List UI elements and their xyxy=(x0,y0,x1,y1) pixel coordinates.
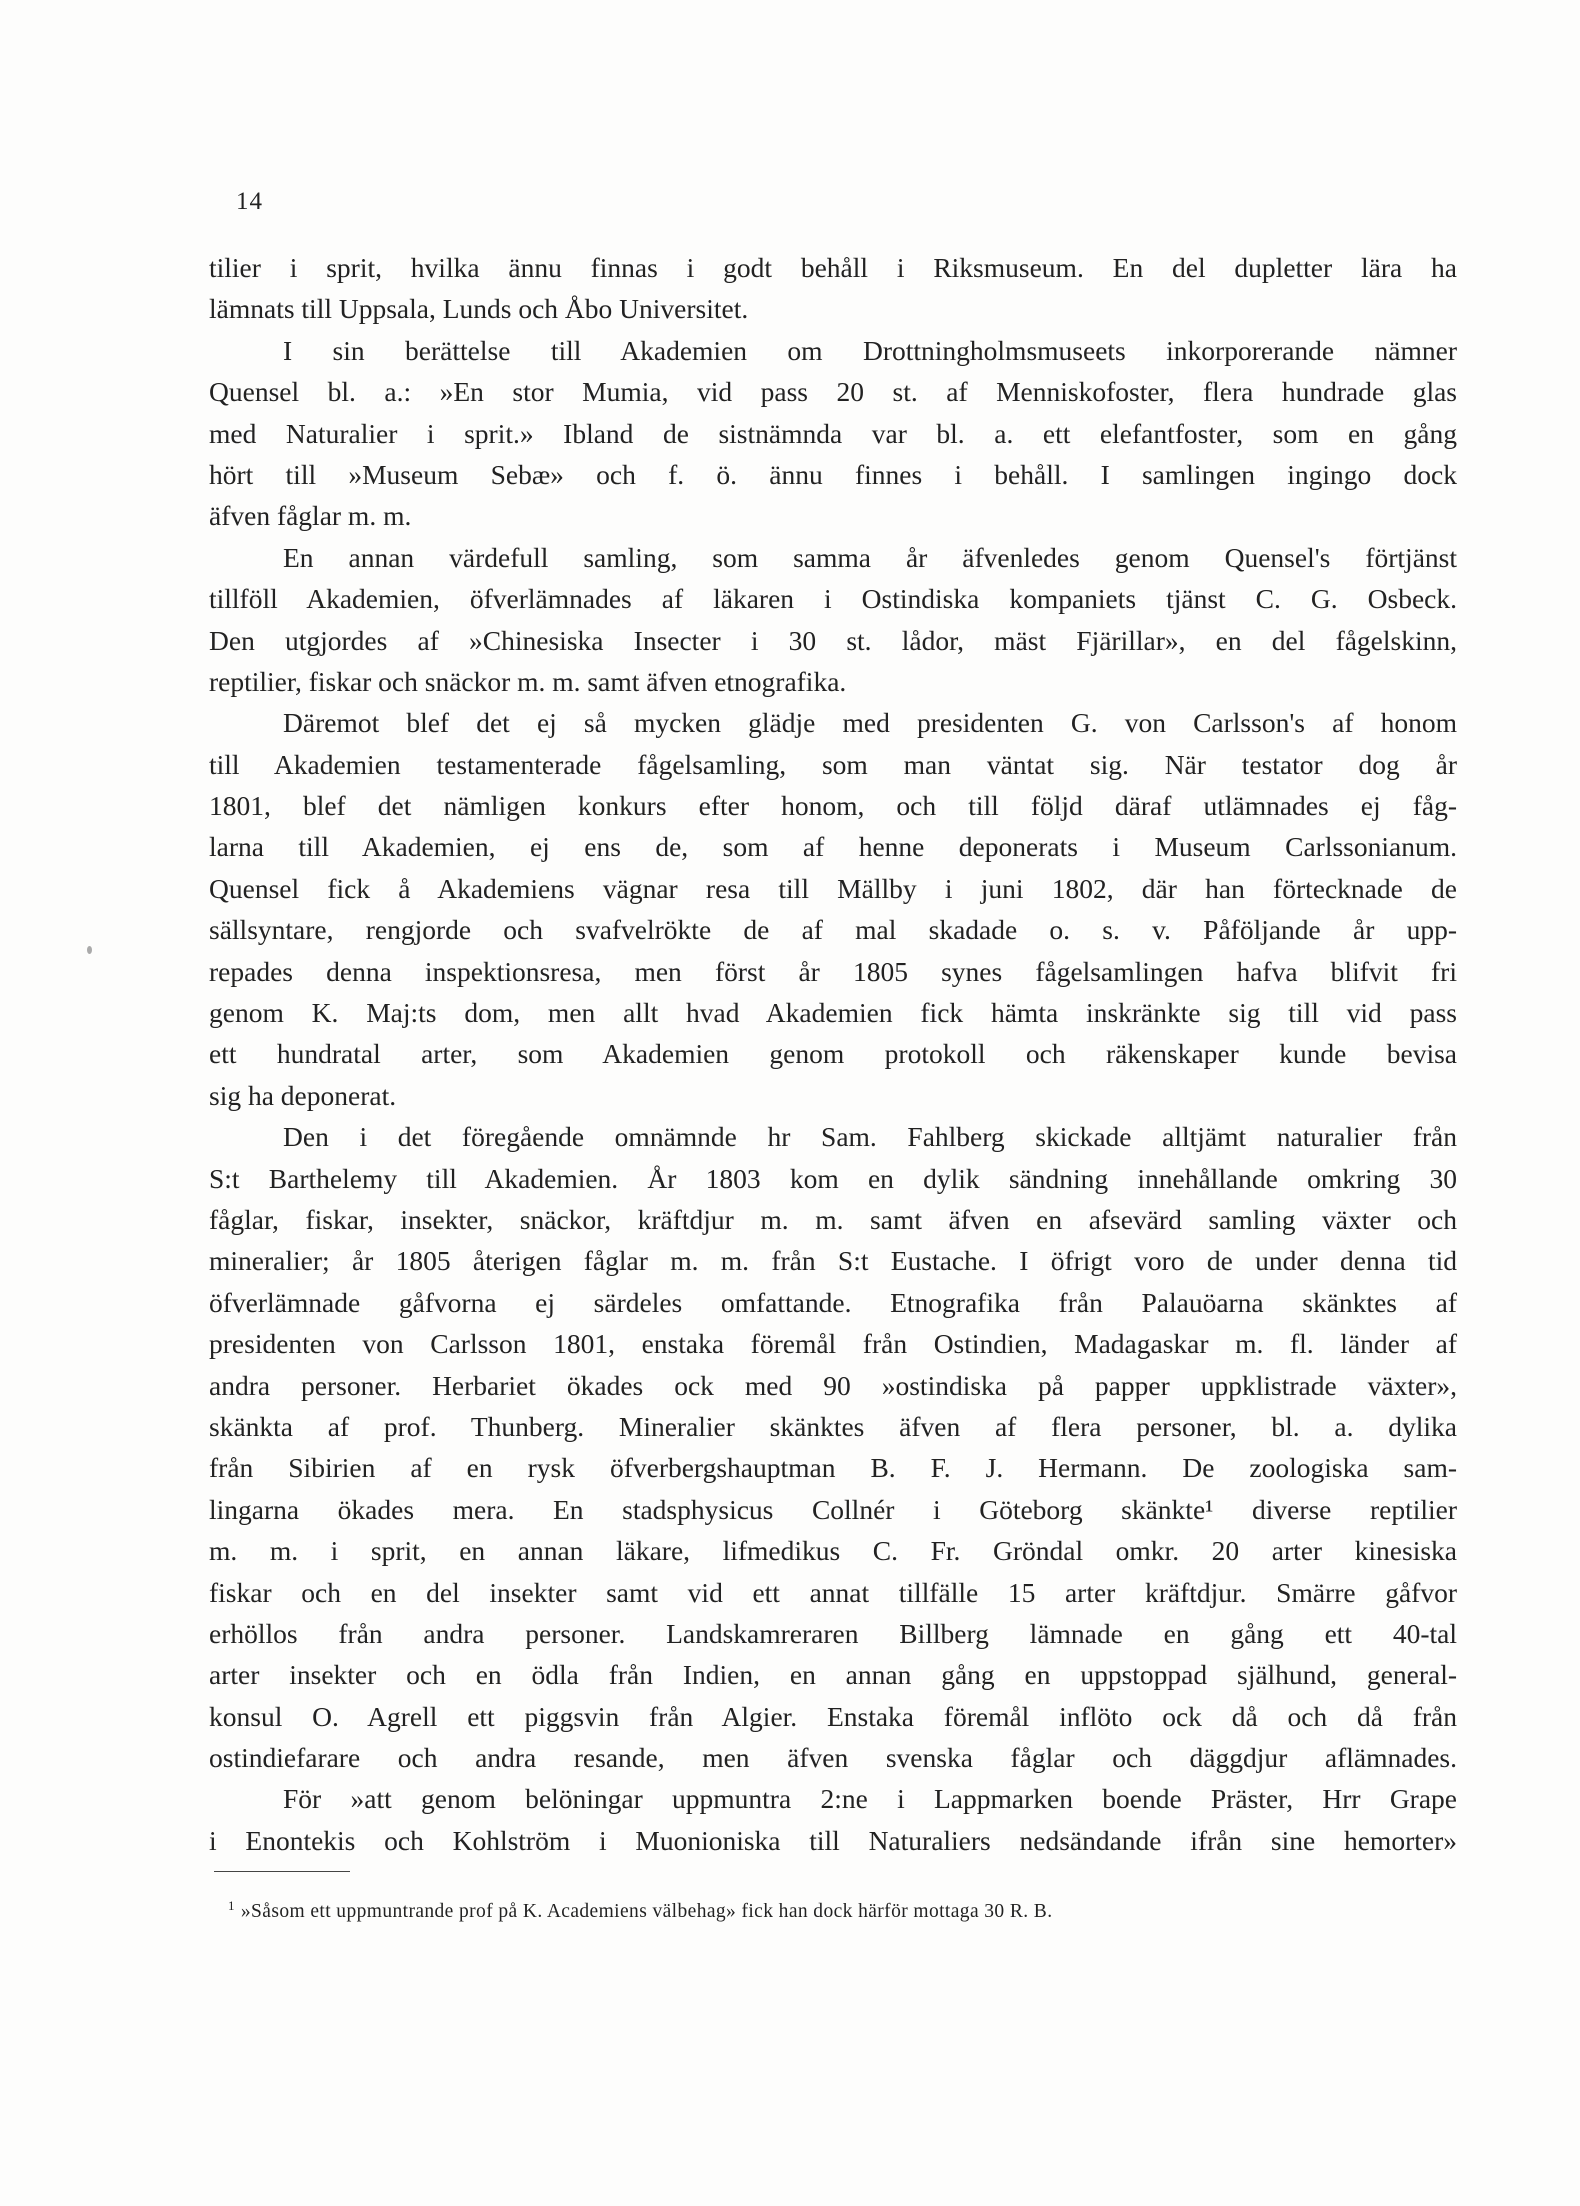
text-line: skänkta af prof. Thunberg. Mineralier skänktes äfven af flera personer, bl. a. dylika xyxy=(209,1410,1457,1442)
text-line: andra personer. Herbariet ökades ock med 90 »ostindiska på papper uppklistrade växter», xyxy=(209,1369,1457,1401)
text-line: öfverlämnade gåfvorna ej särdeles omfattande. Etnografika från Palauöarna skänktes af xyxy=(209,1286,1457,1318)
text-line: sig ha deponerat. xyxy=(209,1079,397,1111)
text-line: äfven fåglar m. m. xyxy=(209,500,412,532)
text-line: fiskar och en del insekter samt vid ett annat tillfälle 15 arter kräftdjur. Smärre gåfvor xyxy=(209,1576,1457,1608)
text-line: genom K. Maj:ts dom, men allt hvad Akademien fick hämta inskränkte sig till vid pass xyxy=(209,997,1457,1029)
text-line: m. m. i sprit, en annan läkare, lifmedikus C. Fr. Gröndal omkr. 20 arter kinesiska xyxy=(209,1535,1457,1567)
text-line: Den utgjordes af »Chinesiska Insecter i 30 st. lådor, mäst Fjärillar», en del fågelskinn, xyxy=(209,624,1457,656)
text-line: I sin berättelse till Akademien om Drottningholmsmuseets inkorporerande nämner xyxy=(283,334,1457,366)
text-line: 1801, blef det nämligen konkurs efter honom, och till följd däraf utlämnades ej fåg- xyxy=(209,790,1457,822)
text-line: S:t Barthelemy till Akademien. År 1803 kom en dylik sändning innehållande omkring 30 xyxy=(209,1162,1457,1194)
text-line: En annan värdefull samling, som samma år äfvenledes genom Quensel's förtjänst xyxy=(283,541,1457,573)
body-text xyxy=(209,247,1457,1861)
text-line: tilier i sprit, hvilka ännu finnas i godt behåll i Riksmuseum. En del dupletter lära ha xyxy=(209,252,1457,283)
text-line: Quensel fick å Akademiens vägnar resa till Mällby i juni 1802, där han förtecknade de xyxy=(209,872,1457,904)
text-line: arter insekter och en ödla från Indien, en annan gång en uppstoppad själhund, general- xyxy=(209,1659,1457,1691)
text-line: Quensel bl. a.: »En stor Mumia, vid pass 20 st. af Menniskofoster, flera hundrade glas xyxy=(209,376,1457,408)
footnote-text: »Såsom ett uppmuntrande prof på K. Academiens välbehag» fick han dock härför mottaga 30 R. B. xyxy=(240,1901,1053,1922)
text-line: reptilier, fiskar och snäckor m. m. samt äfven etnografika. xyxy=(209,665,847,697)
text-line: Den i det föregående omnämnde hr Sam. Fahlberg skickade alltjämt naturalier från xyxy=(283,1121,1457,1153)
footnote-marker: 1 xyxy=(228,1897,235,1913)
text-line: erhöllos från andra personer. Landskamreraren Billberg lämnade en gång ett 40-tal xyxy=(209,1617,1457,1649)
text-line: sällsyntare, rengjorde och svafvelrökte de af mal skadade o. s. v. Påföljande år upp- xyxy=(209,914,1457,946)
text-line: lingarna ökades mera. En stadsphysicus Collnér i Göteborg skänkte¹ diverse reptilier xyxy=(209,1493,1457,1525)
text-line: repades denna inspektionsresa, men först år 1805 synes fågelsamlingen hafva blifvit fri xyxy=(209,955,1457,987)
text-line: hört till »Museum Sebæ» och f. ö. ännu finnes i behåll. I samlingen ingingo dock xyxy=(209,458,1457,490)
text-line: till Akademien testamenterade fågelsamling, som man väntat sig. När testator dog år xyxy=(209,748,1457,780)
footnote-divider xyxy=(214,1871,350,1872)
footnote xyxy=(228,1897,1454,1927)
text-line: lämnats till Uppsala, Lunds och Åbo Universitet. xyxy=(209,293,749,325)
text-line: konsul O. Agrell ett piggsvin från Algier. Enstaka föremål inflöto ock då och då från xyxy=(209,1700,1457,1732)
text-line: från Sibirien af en rysk öfverbergshauptman B. F. J. Hermann. De zoologiska sam- xyxy=(209,1452,1457,1484)
text-line: ett hundratal arter, som Akademien genom protokoll och räkenskaper kunde bevisa xyxy=(209,1038,1457,1070)
text-line: med Naturalier i sprit.» Ibland de sistnämnda var bl. a. ett elefantfoster, som en gång xyxy=(209,417,1457,449)
text-line: mineralier; år 1805 återigen fåglar m. m. från S:t Eustache. I öfrigt voro de under denna tid xyxy=(209,1245,1457,1277)
text-line: fåglar, fiskar, insekter, snäckor, kräftdjur m. m. samt äfven en afsevärd samling växter och xyxy=(209,1203,1457,1235)
text-line: tillföll Akademien, öfverlämnades af läkaren i Ostindiska kompaniets tjänst C. G. Osbeck. xyxy=(209,583,1457,615)
text-line: Däremot blef det ej så mycken glädje med presidenten G. von Carlsson's af honom xyxy=(283,707,1457,739)
page-number: 14 xyxy=(236,188,263,215)
text-line: i Enontekis och Kohlström i Muonioniska till Naturaliers nedsändande ifrån sine hemorter» xyxy=(209,1824,1457,1856)
text-line: larna till Akademien, ej ens de, som af henne deponerats i Museum Carlssonianum. xyxy=(209,831,1457,863)
paper-speck xyxy=(87,946,92,954)
text-line: presidenten von Carlsson 1801, enstaka föremål från Ostindien, Madagaskar m. fl. länder af xyxy=(209,1328,1457,1360)
text-line: ostindiefarare och andra resande, men äfven svenska fåglar och däggdjur aflämnades. xyxy=(209,1742,1457,1774)
text-line: För »att genom belöningar uppmuntra 2:ne i Lappmarken boende Präster, Hrr Grape xyxy=(283,1783,1457,1815)
